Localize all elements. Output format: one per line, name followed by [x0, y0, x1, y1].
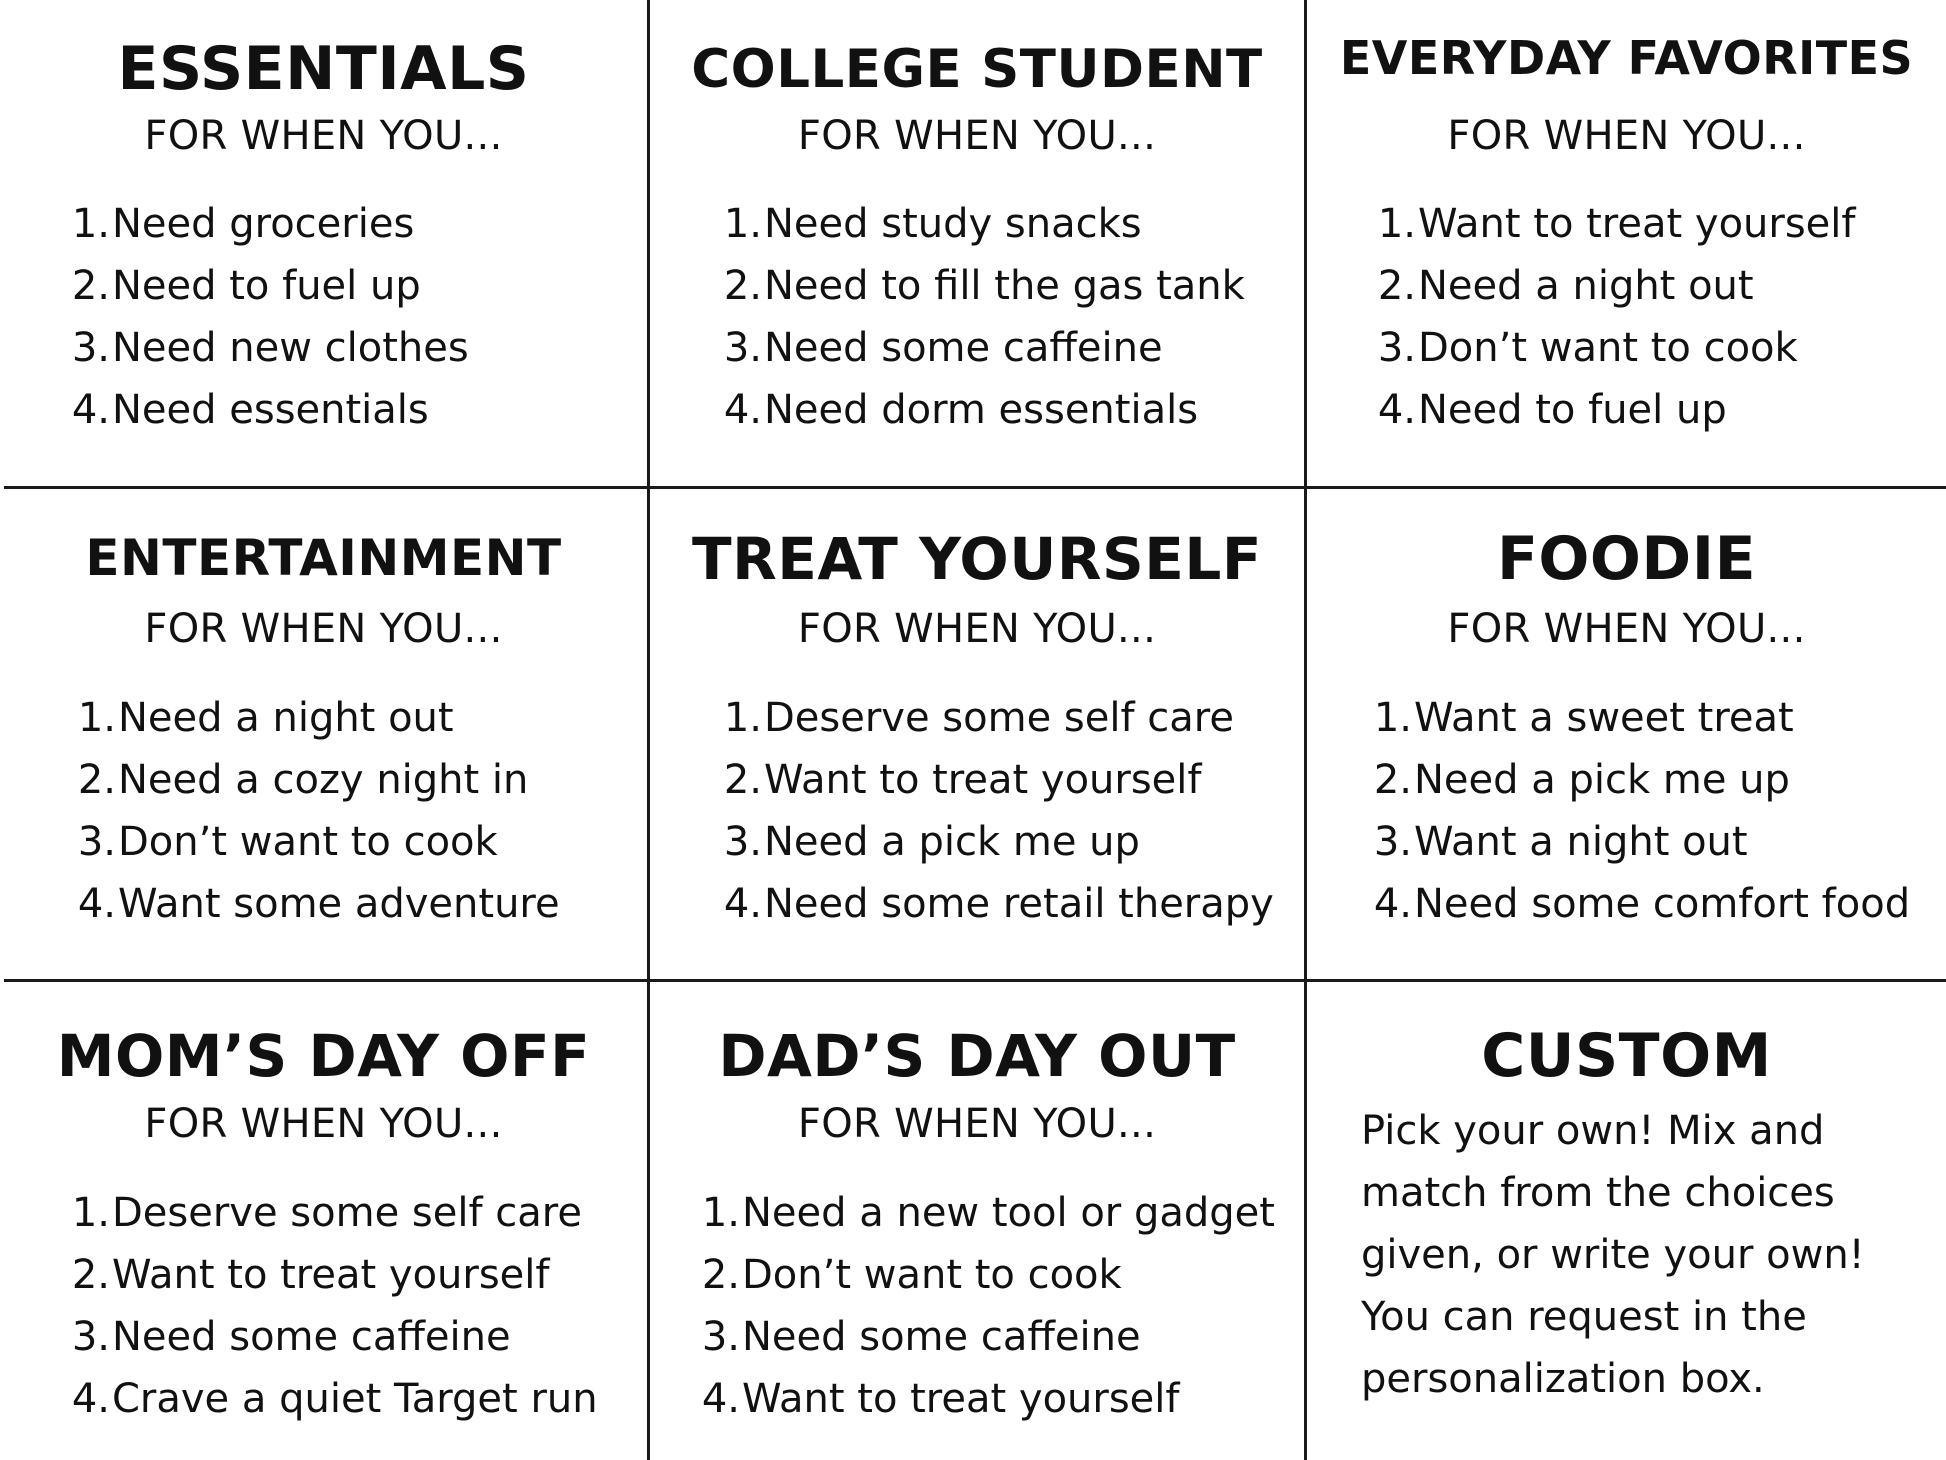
- list-item: 4. Need to fuel up: [1377, 387, 1727, 433]
- reason-list: [68, 193, 469, 441]
- list-item: 4. Crave a quiet Target run: [71, 1376, 598, 1422]
- list-item: 2. Need to fuel up: [71, 263, 421, 309]
- card-moms-day-off: [0, 982, 647, 1460]
- list-item: 4. Need some retail therapy: [723, 881, 1274, 927]
- list-item: 1. Want a sweet treat: [1373, 695, 1794, 741]
- list-item: 1. Want to treat yourself: [1377, 201, 1856, 247]
- list-item: 4. Need dorm essentials: [723, 387, 1199, 433]
- card-title: DAD’S DAY OUT: [718, 1022, 1236, 1090]
- list-item: 2. Don’t want to cook: [701, 1252, 1122, 1298]
- list-item: 3. Need some caffeine: [701, 1314, 1141, 1360]
- reason-list: [698, 1182, 1275, 1430]
- card-college-student: [650, 0, 1304, 486]
- list-item: 3. Don’t want to cook: [77, 819, 498, 865]
- custom-description: [1361, 1100, 1865, 1410]
- list-item: 2. Need a cozy night in: [77, 757, 529, 803]
- custom-text-line: personalization box.: [1361, 1356, 1765, 1402]
- list-item: 1. Need a night out: [77, 695, 454, 741]
- card-essentials: [0, 0, 647, 486]
- list-item: 2. Want to treat yourself: [71, 1252, 550, 1298]
- list-item: 2. Need a pick me up: [1373, 757, 1790, 803]
- list-item: 3. Want a night out: [1373, 819, 1748, 865]
- list-item: 1. Need groceries: [71, 201, 415, 247]
- reason-list: [720, 193, 1245, 441]
- custom-text-line: match from the choices: [1361, 1170, 1835, 1216]
- card-custom: [1307, 982, 1946, 1460]
- card-subtitle: FOR WHEN YOU...: [144, 1101, 503, 1147]
- list-item: 3. Need some caffeine: [723, 325, 1163, 371]
- list-item: 2. Want to treat yourself: [723, 757, 1202, 803]
- custom-text-line: Pick your own! Mix and: [1361, 1108, 1825, 1154]
- list-item: 3. Need a pick me up: [723, 819, 1140, 865]
- list-item: 1. Deserve some self care: [723, 695, 1234, 741]
- list-item: 4. Want some adventure: [77, 881, 560, 927]
- card-title: ENTERTAINMENT: [85, 529, 562, 587]
- card-title: EVERYDAY FAVORITES: [1339, 31, 1914, 85]
- custom-text-line: You can request in the: [1361, 1294, 1807, 1340]
- custom-text-line: given, or write your own!: [1361, 1232, 1865, 1278]
- card-subtitle: FOR WHEN YOU...: [797, 606, 1157, 652]
- card-foodie: [1307, 489, 1946, 979]
- list-item: 1. Need study snacks: [723, 201, 1142, 247]
- card-subtitle: FOR WHEN YOU...: [1447, 113, 1806, 159]
- reason-list: [720, 687, 1274, 935]
- list-item: 4. Want to treat yourself: [701, 1376, 1180, 1422]
- card-everyday-favorites: [1307, 0, 1946, 486]
- list-item: 3. Need new clothes: [71, 325, 469, 371]
- card-subtitle: FOR WHEN YOU...: [144, 606, 503, 652]
- card-title: ESSENTIALS: [117, 34, 530, 104]
- list-item: 1. Need a new tool or gadget: [701, 1190, 1275, 1236]
- card-subtitle: FOR WHEN YOU...: [144, 113, 503, 159]
- card-subtitle: FOR WHEN YOU...: [797, 113, 1157, 159]
- card-dads-day-out: [650, 982, 1304, 1460]
- list-item: 3. Need some caffeine: [71, 1314, 511, 1360]
- card-title: CUSTOM: [1481, 1021, 1772, 1091]
- list-item: 4. Need some comfort food: [1373, 881, 1911, 927]
- list-item: 1. Deserve some self care: [71, 1190, 582, 1236]
- list-item: 2. Need to fill the gas tank: [723, 263, 1245, 309]
- reason-list: [74, 687, 560, 935]
- card-entertainment: [0, 489, 647, 979]
- card-title: COLLEGE STUDENT: [691, 39, 1263, 100]
- card-subtitle: FOR WHEN YOU...: [1447, 606, 1806, 652]
- list-item: 2. Need a night out: [1377, 263, 1754, 309]
- card-subtitle: FOR WHEN YOU...: [797, 1101, 1157, 1147]
- reason-list: [1370, 687, 1910, 935]
- card-title: TREAT YOURSELF: [692, 525, 1262, 593]
- card-title: FOODIE: [1496, 524, 1757, 594]
- reason-list: [1374, 193, 1855, 441]
- card-treat-yourself: [650, 489, 1304, 979]
- card-title: MOM’S DAY OFF: [56, 1022, 591, 1090]
- reason-list: [68, 1182, 598, 1430]
- list-item: 4. Need essentials: [71, 387, 429, 433]
- list-item: 3. Don’t want to cook: [1377, 325, 1798, 371]
